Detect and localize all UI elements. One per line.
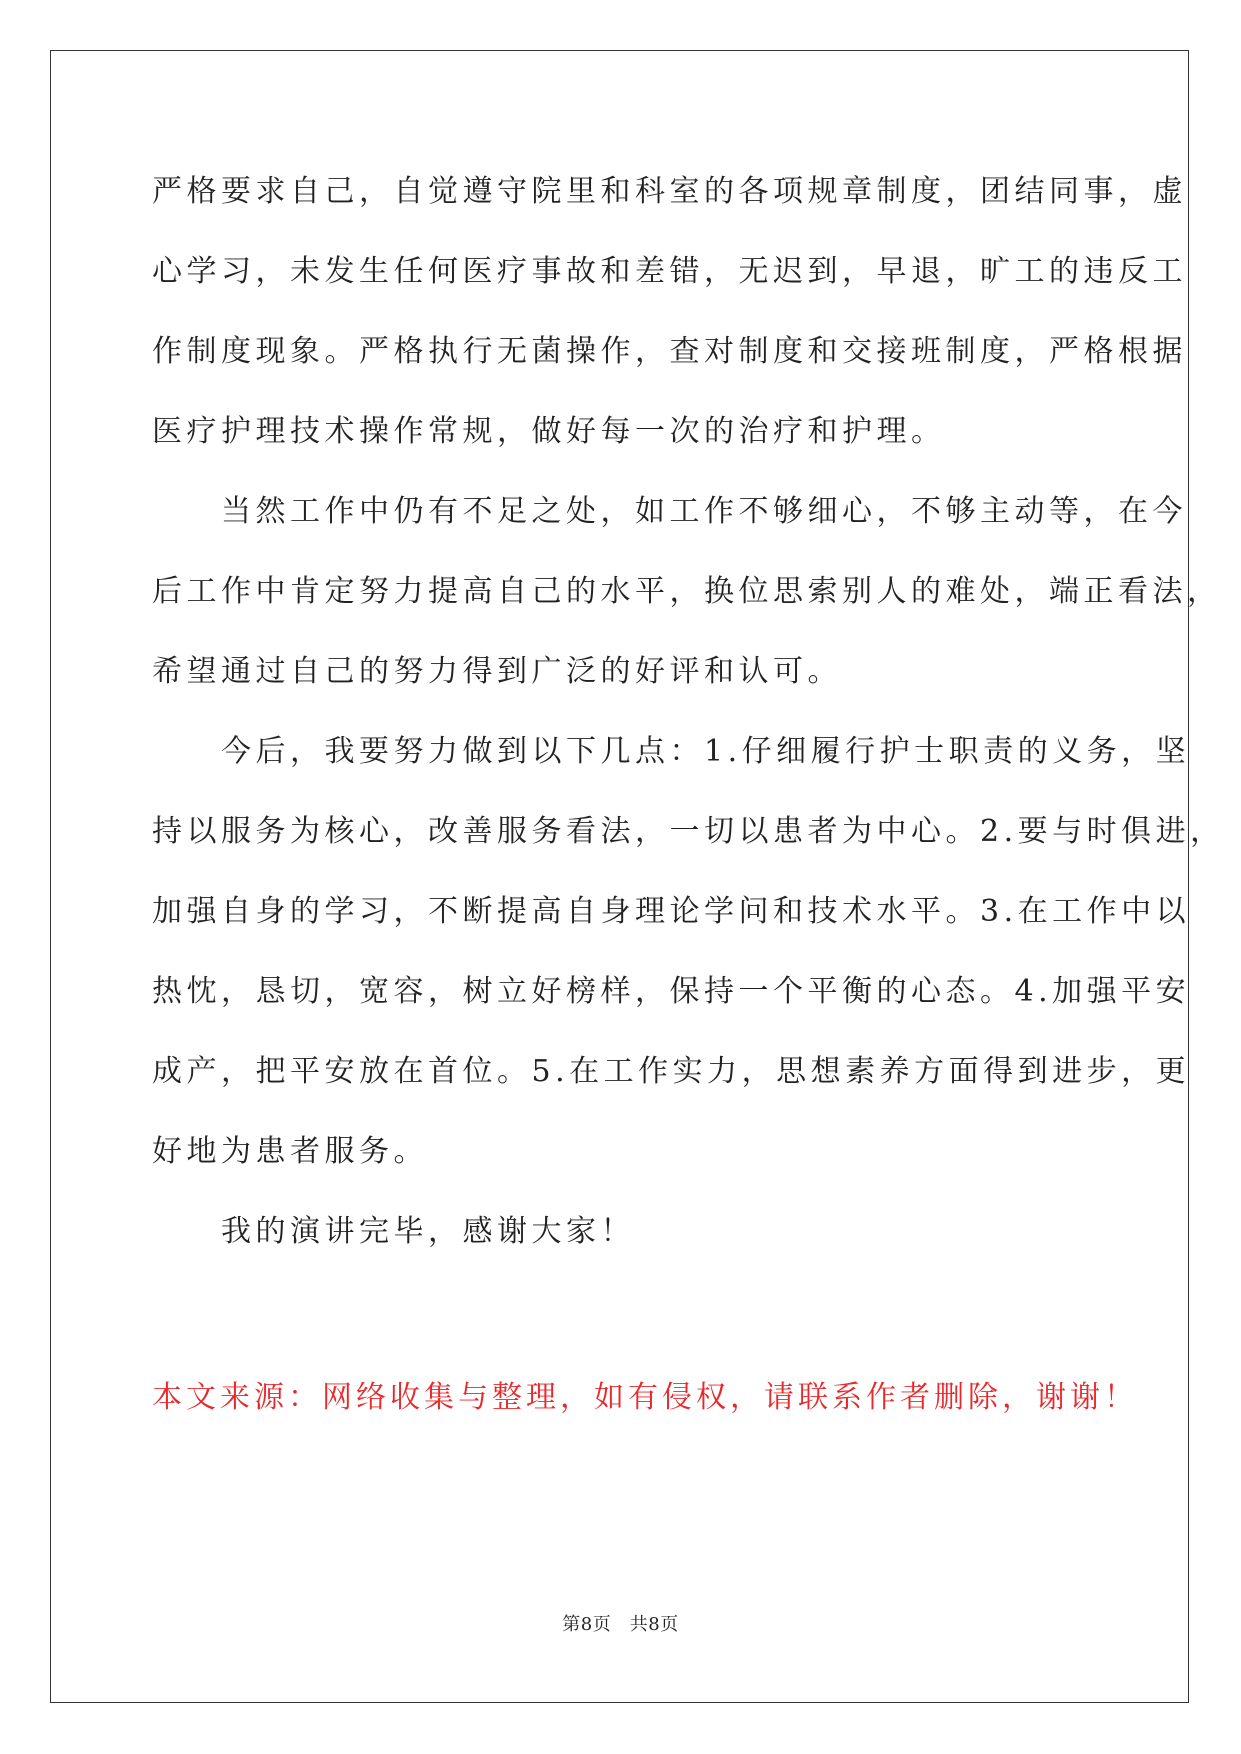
body-line: 持以服务为核心，改善服务看法，一切以患者为中心。2.要与时俱进，	[152, 814, 1225, 849]
body-line: 医疗护理技术操作常规，做好每一次的治疗和护理。	[152, 414, 946, 449]
body-line: 加强自身的学习，不断提高自身理论学问和技术水平。3.在工作中以	[152, 894, 1191, 929]
page-number: 第8页 共8页	[562, 1614, 679, 1635]
body-line: 作制度现象。严格执行无菌操作，查对制度和交接班制度，严格根据	[152, 334, 1187, 369]
document-body	[152, 162, 1225, 1282]
body-line: 成产，把平安放在首位。5.在工作实力，思想素养方面得到进步，更	[152, 1054, 1191, 1089]
body-line: 好地为患者服务。	[152, 1134, 428, 1169]
body-line: 心学习，未发生任何医疗事故和差错，无迟到，早退，旷工的违反工	[152, 254, 1187, 289]
body-line: 我的演讲完毕，感谢大家！	[152, 1214, 635, 1249]
body-line: 希望通过自己的努力得到广泛的好评和认可。	[152, 654, 842, 689]
body-line: 当然工作中仍有不足之处，如工作不够细心，不够主动等，在今	[152, 494, 1187, 529]
body-line: 严格要求自己，自觉遵守院里和科室的各项规章制度，团结同事，虚	[152, 174, 1187, 209]
source-note: 本文来源：网络收集与整理，如有侵权，请联系作者删除，谢谢！	[152, 1380, 1138, 1415]
body-line: 今后，我要努力做到以下几点：1.仔细履行护士职责的义务，坚	[152, 734, 1191, 769]
body-line: 后工作中肯定努力提高自己的水平，换位思索别人的难处，端正看法，	[152, 574, 1222, 609]
body-line: 热忱，恳切，宽容，树立好榜样，保持一个平衡的心态。4.加强平安	[152, 974, 1191, 1009]
